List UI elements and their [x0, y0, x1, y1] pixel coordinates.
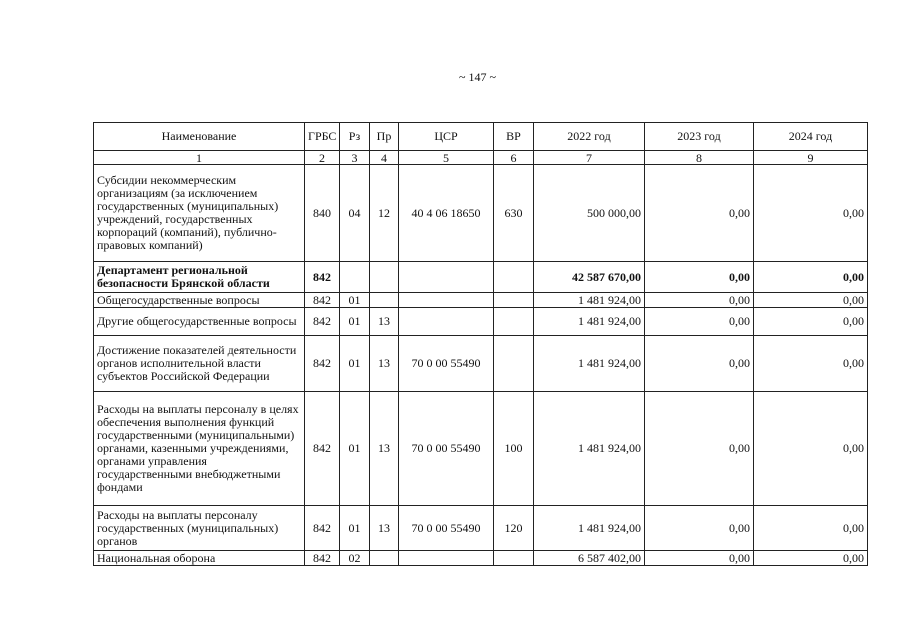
row-name: Другие общегосударственные вопросы — [94, 308, 305, 336]
row-vr — [494, 293, 534, 308]
row-pr: 13 — [370, 506, 399, 551]
row-2023: 0,00 — [645, 392, 754, 506]
row-2023: 0,00 — [645, 165, 754, 262]
column-number: 8 — [645, 151, 754, 165]
row-grbs: 842 — [305, 392, 340, 506]
row-2024: 0,00 — [754, 262, 868, 293]
row-grbs: 842 — [305, 336, 340, 392]
row-vr — [494, 262, 534, 293]
row-pr — [370, 293, 399, 308]
row-grbs: 840 — [305, 165, 340, 262]
row-2022: 1 481 924,00 — [534, 506, 645, 551]
row-vr: 630 — [494, 165, 534, 262]
row-rz: 01 — [340, 293, 370, 308]
row-grbs: 842 — [305, 293, 340, 308]
row-pr: 13 — [370, 308, 399, 336]
row-2024: 0,00 — [754, 336, 868, 392]
table-row — [94, 165, 868, 262]
row-2022: 6 587 402,00 — [534, 551, 645, 566]
row-2022: 1 481 924,00 — [534, 308, 645, 336]
header-row — [94, 123, 868, 151]
row-grbs: 842 — [305, 551, 340, 566]
row-2023: 0,00 — [645, 262, 754, 293]
column-number: 7 — [534, 151, 645, 165]
column-number: 6 — [494, 151, 534, 165]
row-2024: 0,00 — [754, 293, 868, 308]
row-2023: 0,00 — [645, 506, 754, 551]
column-number: 1 — [94, 151, 305, 165]
row-2023: 0,00 — [645, 336, 754, 392]
row-vr — [494, 551, 534, 566]
header-csr: ЦСР — [399, 123, 494, 151]
row-csr — [399, 262, 494, 293]
row-name: Департамент региональной безопасности Брянской области — [94, 262, 305, 293]
row-2024: 0,00 — [754, 165, 868, 262]
header-grbs: ГРБС — [305, 123, 340, 151]
row-2022: 1 481 924,00 — [534, 392, 645, 506]
row-2024: 0,00 — [754, 551, 868, 566]
row-2022: 42 587 670,00 — [534, 262, 645, 293]
row-2024: 0,00 — [754, 392, 868, 506]
row-grbs: 842 — [305, 262, 340, 293]
row-rz: 01 — [340, 336, 370, 392]
table-row — [94, 293, 868, 308]
row-rz: 04 — [340, 165, 370, 262]
row-name: Национальная оборона — [94, 551, 305, 566]
row-name: Расходы на выплаты персоналу государственных (муниципальных) органов — [94, 506, 305, 551]
row-csr: 70 0 00 55490 — [399, 336, 494, 392]
row-name: Расходы на выплаты персоналу в целях обеспечения выполнения функций государственными (муниципальными) органами, казенными учреждениями, органами управления государственными внебюджетными фондами — [94, 392, 305, 506]
row-csr — [399, 551, 494, 566]
row-name: Достижение показателей деятельности органов исполнительной власти субъектов Российской Федерации — [94, 336, 305, 392]
row-csr: 40 4 06 18650 — [399, 165, 494, 262]
row-pr — [370, 551, 399, 566]
table-row — [94, 392, 868, 506]
row-2024: 0,00 — [754, 506, 868, 551]
row-name: Общегосударственные вопросы — [94, 293, 305, 308]
header-pr: Пр — [370, 123, 399, 151]
row-2022: 500 000,00 — [534, 165, 645, 262]
header-2023: 2023 год — [645, 123, 754, 151]
table-row — [94, 262, 868, 293]
table-row — [94, 506, 868, 551]
row-grbs: 842 — [305, 308, 340, 336]
row-csr: 70 0 00 55490 — [399, 392, 494, 506]
column-number: 3 — [340, 151, 370, 165]
row-2024: 0,00 — [754, 308, 868, 336]
row-2022: 1 481 924,00 — [534, 336, 645, 392]
row-csr: 70 0 00 55490 — [399, 506, 494, 551]
row-pr — [370, 262, 399, 293]
page-number: ~ 147 ~ — [459, 70, 496, 84]
table-row — [94, 308, 868, 336]
budget-table — [93, 122, 868, 566]
header-vr: ВР — [494, 123, 534, 151]
row-grbs: 842 — [305, 506, 340, 551]
row-name: Субсидии некоммерческим организациям (за исключением государственных (муниципальных) учреждений, государственных корпораций (компаний), публично-правовых компаний) — [94, 165, 305, 262]
row-2023: 0,00 — [645, 551, 754, 566]
column-number-row — [94, 151, 868, 165]
row-vr — [494, 336, 534, 392]
row-2023: 0,00 — [645, 293, 754, 308]
row-rz: 01 — [340, 308, 370, 336]
row-vr: 120 — [494, 506, 534, 551]
row-rz: 02 — [340, 551, 370, 566]
column-number: 5 — [399, 151, 494, 165]
row-rz: 01 — [340, 506, 370, 551]
header-name: Наименование — [94, 123, 305, 151]
row-pr: 13 — [370, 392, 399, 506]
row-csr — [399, 308, 494, 336]
row-pr: 13 — [370, 336, 399, 392]
row-csr — [399, 293, 494, 308]
table-row — [94, 336, 868, 392]
header-rz: Рз — [340, 123, 370, 151]
row-2023: 0,00 — [645, 308, 754, 336]
header-2024: 2024 год — [754, 123, 868, 151]
table-row — [94, 551, 868, 566]
row-rz: 01 — [340, 392, 370, 506]
column-number: 4 — [370, 151, 399, 165]
row-rz — [340, 262, 370, 293]
row-vr — [494, 308, 534, 336]
row-pr: 12 — [370, 165, 399, 262]
header-2022: 2022 год — [534, 123, 645, 151]
row-vr: 100 — [494, 392, 534, 506]
column-number: 2 — [305, 151, 340, 165]
column-number: 9 — [754, 151, 868, 165]
row-2022: 1 481 924,00 — [534, 293, 645, 308]
